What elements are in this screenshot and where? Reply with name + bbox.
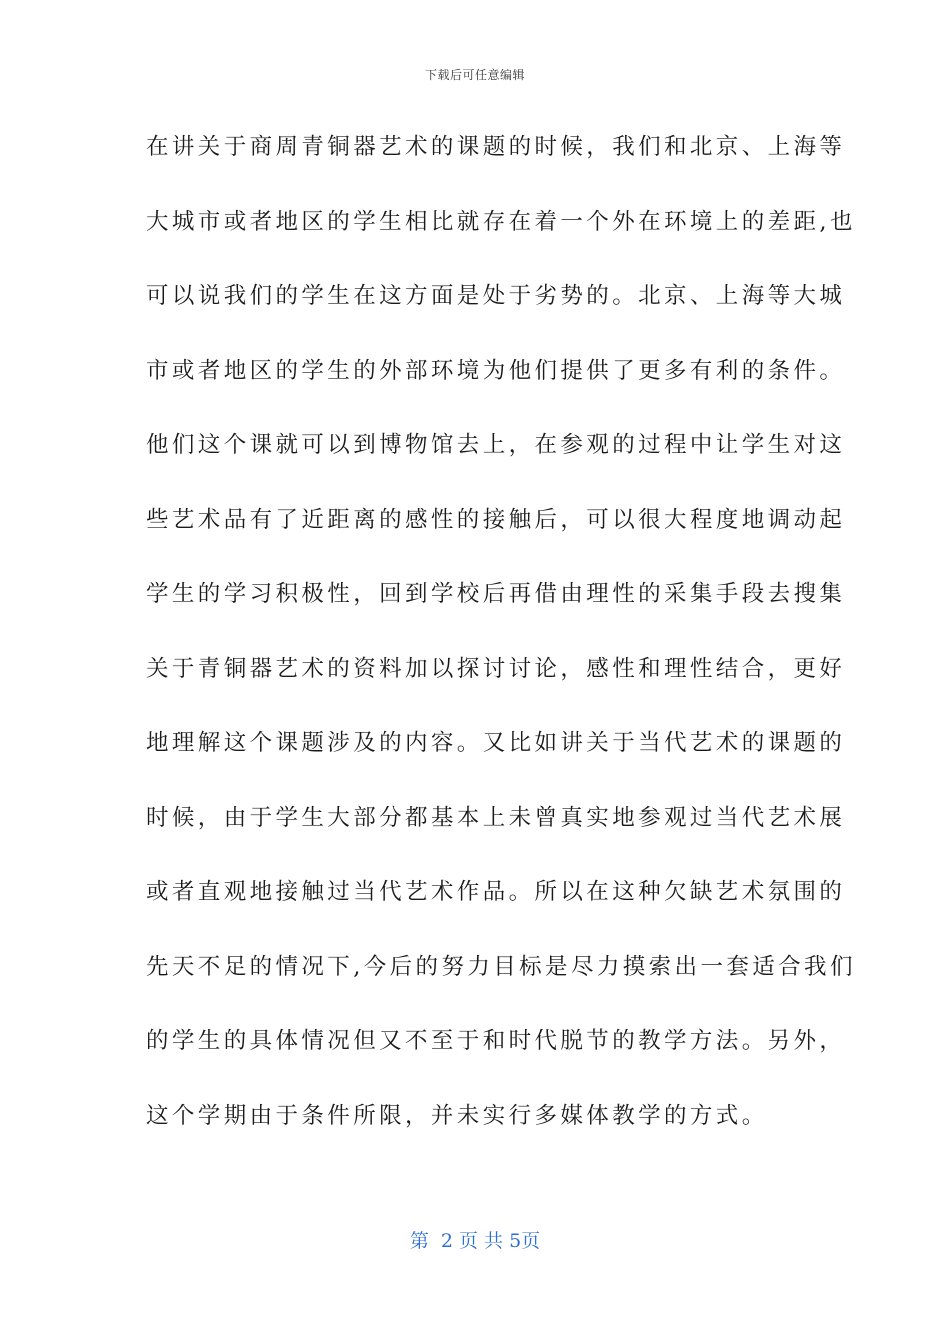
text-line: 时候，由于学生大部分都基本上未曾真实地参观过当代艺术展: [146, 804, 846, 831]
text-line: 学生的学习积极性，回到学校后再借由理性的采集手段去搜集: [146, 581, 846, 607]
text-line: 先天不足的情况下,今后的努力目标是尽力摸索出一套适合我们: [146, 953, 856, 980]
text-line: 地理解这个课题涉及的内容。又比如讲关于当代艺术的课题的: [146, 730, 846, 756]
text-line: 这个学期由于条件所限，并未实行多媒体教学的方式。: [146, 1102, 768, 1129]
text-line: 在讲关于商周青铜器艺术的课题的时候，我们和北京、上海等: [146, 134, 846, 160]
body-paragraph: [146, 122, 856, 1165]
text-line: 些艺术品有了近距离的感性的接触后，可以很大程度地调动起: [146, 506, 846, 533]
text-line: 的学生的具体情况但又不至于和时代脱节的教学方法。另外，: [146, 1028, 846, 1054]
text-line: 他们这个课就可以到博物馆去上，在参观的过程中让学生对这: [146, 432, 846, 458]
page-header: 下载后可任意编辑: [424, 68, 525, 82]
text-line: 或者直观地接触过当代艺术作品。所以在这种欠缺艺术氛围的: [146, 879, 846, 905]
text-line: 市或者地区的学生的外部环境为他们提供了更多有利的条件。: [146, 357, 846, 384]
text-line: 大城市或者地区的学生相比就存在着一个外在环境上的差距,也: [146, 208, 856, 235]
page-number-footer: 第 2 页 共 5页: [409, 1230, 541, 1252]
text-line: 可以说我们的学生在这方面是处于劣势的。北京、上海等大城: [146, 283, 846, 309]
text-line: 关于青铜器艺术的资料加以探讨讨论，感性和理性结合，更好: [146, 655, 846, 682]
